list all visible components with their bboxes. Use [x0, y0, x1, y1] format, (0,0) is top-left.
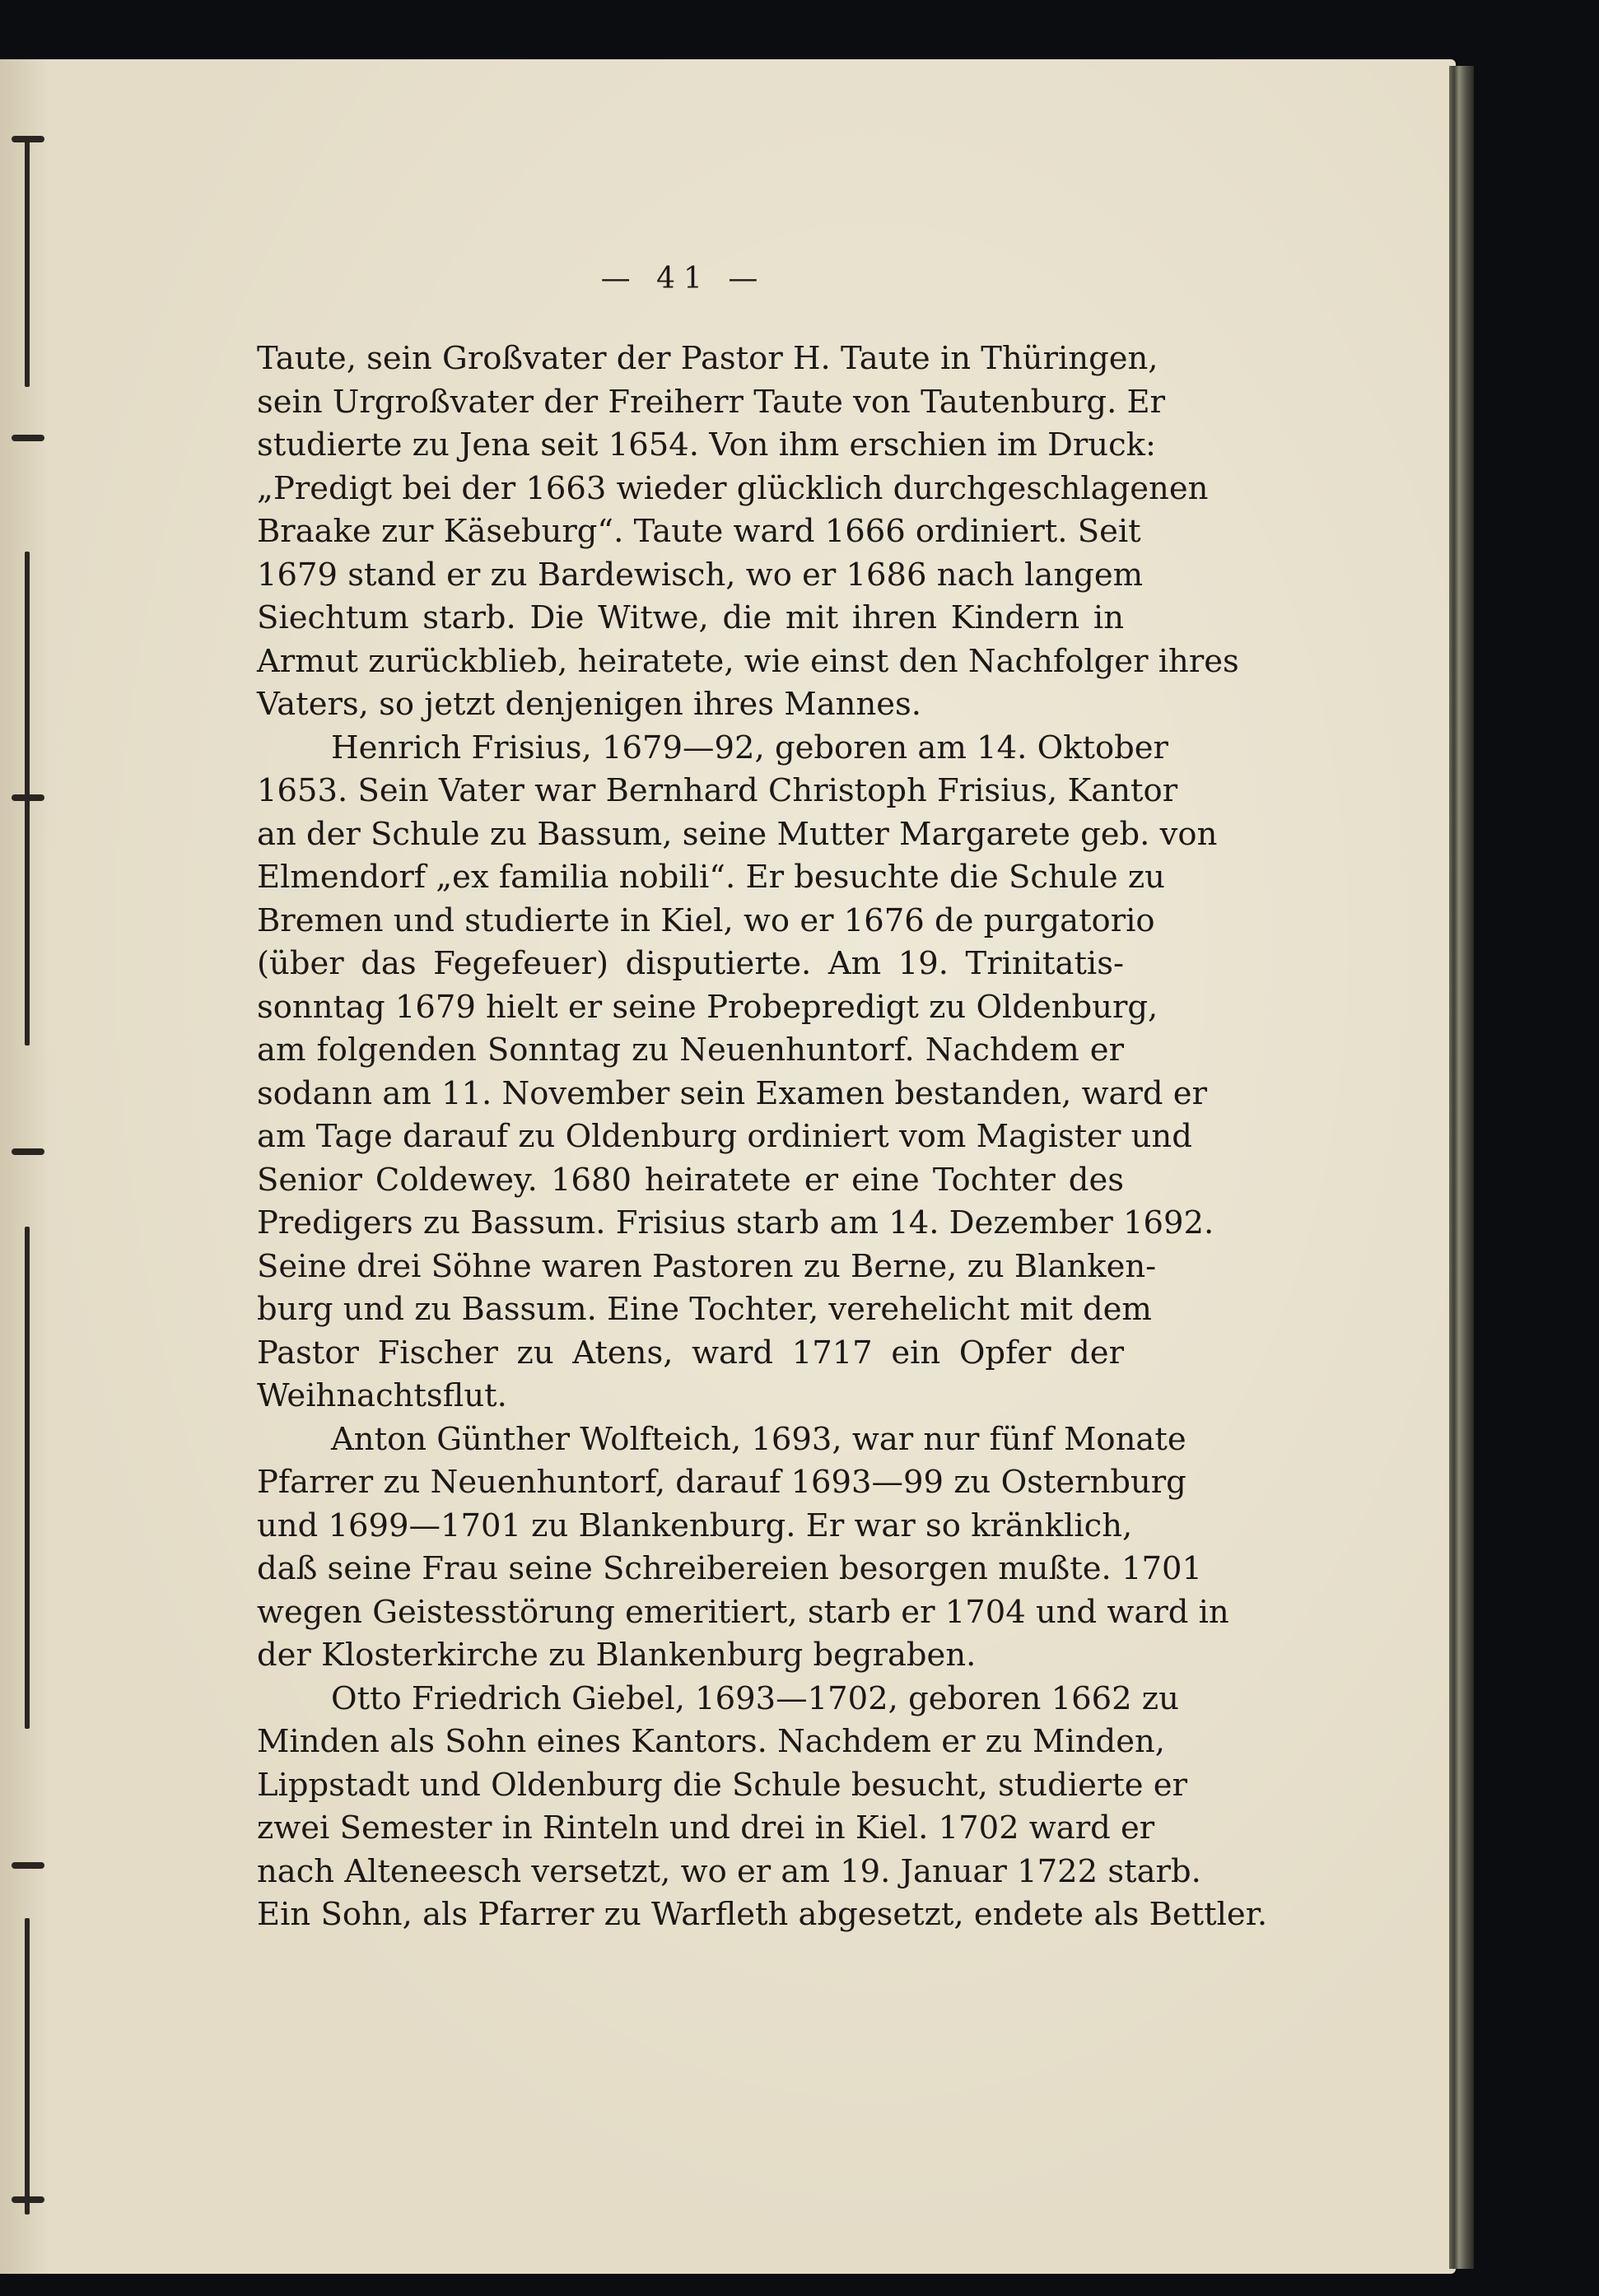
- text-line: Weihnachtsflut.: [257, 1377, 507, 1414]
- text-line: am Tage darauf zu Oldenburg ordiniert vom Magister und: [257, 1118, 1192, 1155]
- binding-knot: [12, 2196, 44, 2203]
- text-line: Bremen und studierte in Kiel, wo er 1676 de purgatorio: [257, 901, 1155, 939]
- text-line: Pfarrer zu Neuenhuntorf, darauf 1693—99 zu Osternburg: [257, 1464, 1186, 1501]
- page-number: — 41 —: [600, 262, 767, 296]
- text-line: Henrich Frisius, 1679—92, geboren am 14. Oktober: [331, 729, 1168, 766]
- text-line: 1653. Sein Vater war Bernhard Christoph Frisius, Kantor: [257, 772, 1178, 809]
- text-line: Minden als Sohn eines Kantors. Nachdem er zu Minden,: [257, 1723, 1166, 1760]
- text-line: Vaters, so jetzt denjenigen ihres Mannes.: [257, 686, 922, 723]
- text-line: Taute, sein Großvater der Pastor H. Taute in Thüringen,: [257, 340, 1158, 377]
- paragraph: [257, 727, 1218, 1418]
- text-line: Elmendorf „ex familia nobili“. Er besuchte die Schule zu: [257, 859, 1165, 896]
- text-line: Siechtum starb. Die Witwe, die mit ihren Kindern in: [257, 599, 1124, 636]
- text-line: Armut zurückblieb, heiratete, wie einst den Nachfolger ihres: [257, 642, 1239, 680]
- paragraph: [257, 1678, 1268, 1937]
- text-line: zwei Semester in Rinteln und drei in Kiel. 1702 ward er: [257, 1809, 1155, 1847]
- text-line: Seine drei Söhne waren Pastoren zu Berne, zu Blanken-: [257, 1247, 1157, 1285]
- text-line: nach Alteneesch versetzt, wo er am 19. Januar 1722 starb.: [257, 1852, 1201, 1890]
- text-line: Ein Sohn, als Pfarrer zu Warfleth abgesetzt, endete als Bettler.: [257, 1896, 1268, 1933]
- binding-thread: [25, 140, 30, 387]
- text-line: sein Urgroßvater der Freiherr Taute von Tautenburg. Er: [257, 383, 1166, 421]
- text-line: Senior Coldewey. 1680 heiratete er eine Tochter des: [257, 1161, 1124, 1199]
- binding-knot: [12, 794, 44, 801]
- text-line: Braake zur Käseburg“. Taute ward 1666 ordiniert. Seit: [257, 513, 1141, 550]
- paragraph: [257, 1418, 1229, 1678]
- binding-knot: [12, 435, 44, 441]
- body-text: [257, 338, 1268, 1937]
- page-edge: [1449, 66, 1474, 2269]
- binding-knot: [12, 136, 44, 142]
- text-line: wegen Geistesstörung emeritiert, starb er 1704 und ward in: [257, 1593, 1229, 1631]
- text-line: an der Schule zu Bassum, seine Mutter Margarete geb. von: [257, 815, 1218, 853]
- text-line: am folgenden Sonntag zu Neuenhuntorf. Nachdem er: [257, 1032, 1124, 1069]
- text-line: „Predigt bei der 1663 wieder glücklich durchgeschlagenen: [257, 469, 1209, 507]
- text-line: Otto Friedrich Giebel, 1693—1702, geboren 1662 zu: [331, 1679, 1179, 1717]
- binding-knot: [12, 1862, 44, 1869]
- text-line: Lippstadt und Oldenburg die Schule besucht, studierte er: [257, 1766, 1187, 1804]
- binding-thread: [25, 1227, 30, 1729]
- text-line: daß seine Frau seine Schreibereien besorgen mußte. 1701: [257, 1550, 1202, 1587]
- text-line: sodann am 11. November sein Examen bestanden, ward er: [257, 1074, 1207, 1112]
- text-line: sonntag 1679 hielt er seine Probepredigt zu Oldenburg,: [257, 988, 1158, 1026]
- paragraph: [257, 338, 1239, 727]
- text-line: (über das Fegefeuer) disputierte. Am 19. Trinitatis-: [257, 945, 1124, 982]
- text-line: Anton Günther Wolfteich, 1693, war nur fünf Monate: [331, 1420, 1186, 1458]
- binding-thread: [25, 1918, 30, 2214]
- text-line: und 1699—1701 zu Blankenburg. Er war so kränklich,: [257, 1507, 1133, 1544]
- text-line: Pastor Fischer zu Atens, ward 1717 ein Opfer der: [257, 1334, 1124, 1372]
- binding-knot: [12, 1148, 44, 1155]
- text-line: der Klosterkirche zu Blankenburg begraben.: [257, 1637, 977, 1674]
- text-line: Predigers zu Bassum. Frisius starb am 14. Dezember 1692.: [257, 1204, 1214, 1241]
- text-line: 1679 stand er zu Bardewisch, wo er 1686 nach langem: [257, 556, 1144, 594]
- text-line: burg und zu Bassum. Eine Tochter, verehelicht mit dem: [257, 1291, 1152, 1328]
- text-line: studierte zu Jena seit 1654. Von ihm erschien im Druck:: [257, 426, 1156, 463]
